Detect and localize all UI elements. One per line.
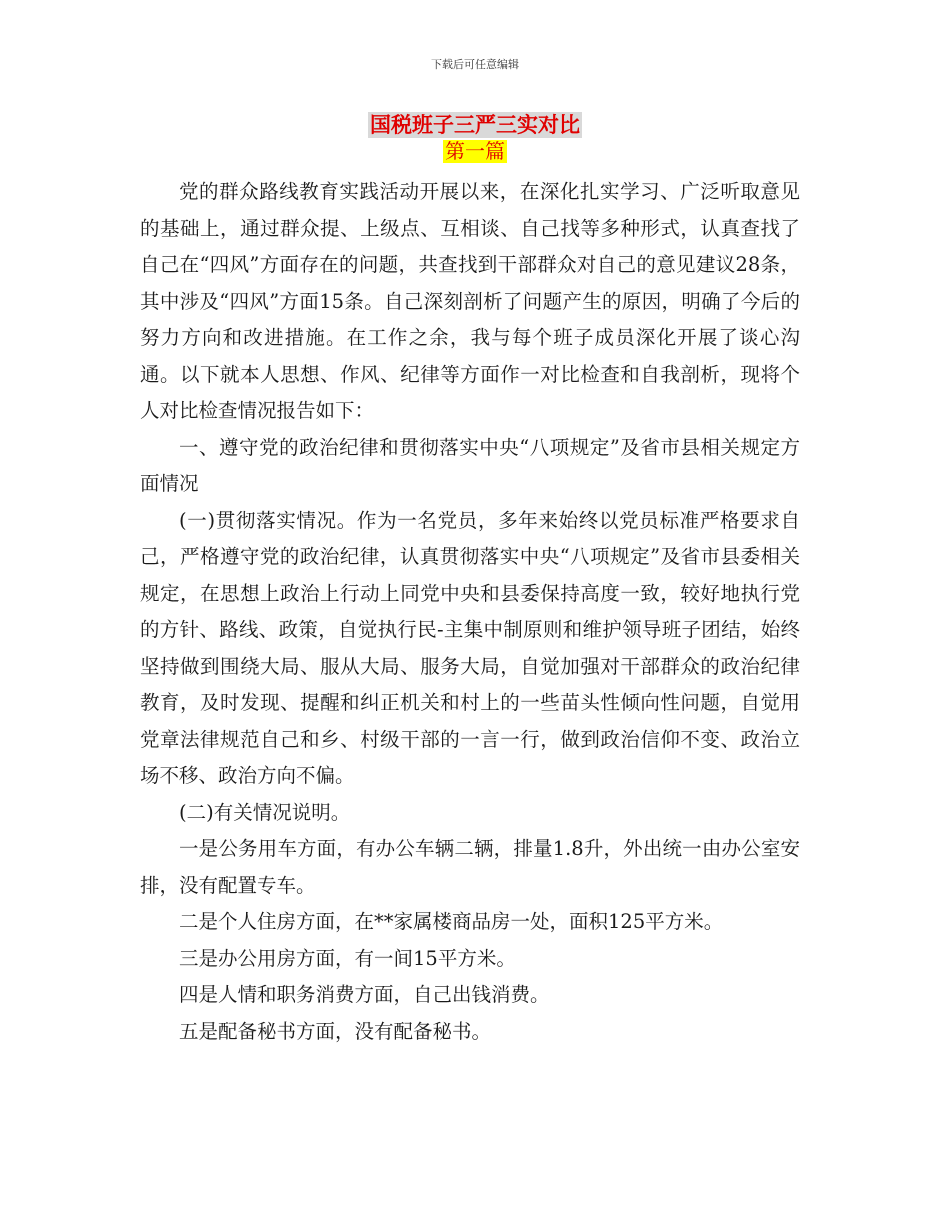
paragraph-official-car: 一是公务用车方面，有办公车辆二辆，排量1.8升，外出统一由办公室安排，没有配置专车。	[140, 837, 800, 897]
document-subtitle: 第一篇	[445, 139, 505, 163]
subtitle-container	[0, 140, 950, 163]
title-container	[0, 112, 950, 138]
document-title: 国税班子三严三实对比	[370, 112, 580, 137]
paragraph-office-space: 三是办公用房方面，有一间15平方米。	[179, 946, 516, 970]
page-header-note: 下载后可任意编辑	[431, 58, 519, 71]
paragraph-secretary: 五是配备秘书方面，没有配备秘书。	[179, 1019, 492, 1043]
subsection-heading-2: (二)有关情况说明。	[179, 800, 351, 824]
section-heading-1: 一、遵守党的政治纪律和贯彻落实中央“八项规定”及省市县相关规定方面情况	[140, 435, 800, 495]
paragraph-implementation: (一)贯彻落实情况。作为一名党员，多年来始终以党员标准严格要求自己，严格遵守党的政治纪律，认真贯彻落实中央“八项规定”及省市县委相关规定，在思想上政治上行动上同党中央和县委保持高度一致，较好地执行党的方针、路线、政策，自觉执行民-主集中制原则和维护领导班子团结，始终坚持做到围绕大局、服从大局、服务大局，自觉加强对干部群众的政治纪律教育，及时发现、提醒和纠正机关和村上的一些苗头性倾向性问题，自觉用党章法律规范自己和乡、村级干部的一言一行，做到政治信仰不变、政治立场不移、政治方向不偏。	[140, 508, 800, 787]
paragraph-intro: 党的群众路线教育实践活动开展以来，在深化扎实学习、广泛听取意见的基础上，通过群众提、上级点、互相谈、自己找等多种形式，认真查找了自己在“四风”方面存在的问题，共查找到干部群众对自己的意见建议28条，其中涉及“四风”方面15条。自己深刻剖析了问题产生的原因，明确了今后的努力方向和改进措施。在工作之余，我与每个班子成员深化开展了谈心沟通。以下就本人思想、作风、纪律等方面作一对比检查和自我剖析，现将个人对比检查情况报告如下：	[140, 180, 800, 422]
document-body	[140, 174, 800, 1050]
paragraph-consumption: 四是人情和职务消费方面，自己出钱消费。	[179, 983, 550, 1006]
paragraph-housing: 二是个人住房方面，在**家属楼商品房一处，面积125平方米。	[179, 910, 724, 933]
